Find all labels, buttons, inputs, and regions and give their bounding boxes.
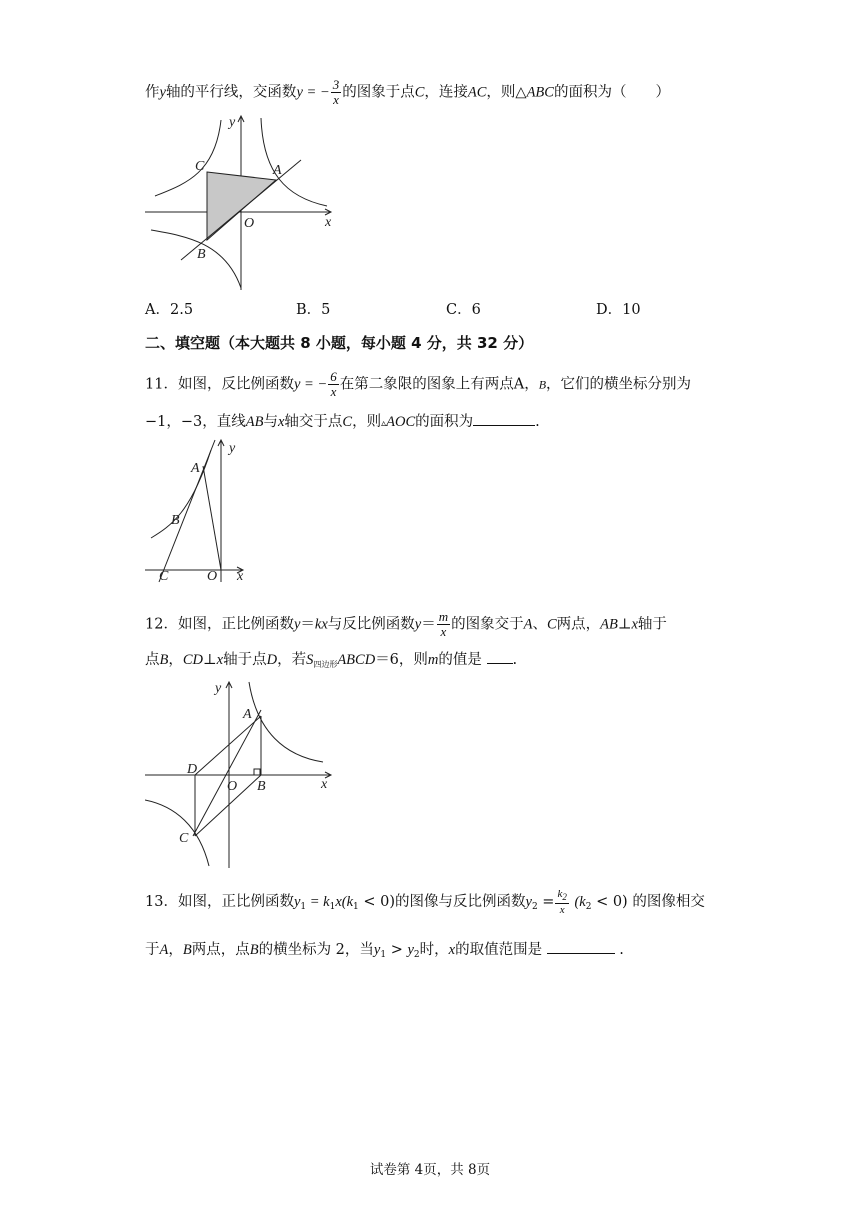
option-a: A．2.5 xyxy=(145,302,194,318)
fraction-6-over-x: $\frac{6}{x}$ xyxy=(330,369,337,399)
fraction-m-over-x: $\frac{m}{x}$ xyxy=(438,609,449,639)
answer-blank-13[interactable] xyxy=(547,953,615,954)
option-b: B．5 xyxy=(296,302,331,318)
label-x: x xyxy=(237,569,244,584)
hyperbola-branch xyxy=(151,450,211,538)
option-d: D．10 xyxy=(596,302,641,318)
label-b: B xyxy=(197,247,206,262)
label-o: O xyxy=(227,779,238,794)
label-x: x xyxy=(321,777,328,792)
hyperbola-q1 xyxy=(261,118,327,206)
q11-stem-line2: −1，−3，直线AB与x轴交于点C，则▵AOC的面积为 . xyxy=(145,414,540,430)
label-a: A xyxy=(191,461,200,476)
section-heading: 二、填空题（本大题共 8 小题，每小题 4 分，共 32 分） xyxy=(145,334,534,352)
answer-blank-11[interactable] xyxy=(473,425,535,426)
q12-stem-line1: 12．如图，正比例函数y＝kx与反比例函数y＝ $\frac{m}{x}$ 的图象交于A、C两点，AB⊥x轴于 xyxy=(145,609,667,639)
hyperbola-q1 xyxy=(249,682,323,762)
label-o: O xyxy=(244,216,255,231)
line-ab xyxy=(159,440,218,584)
hyperbola-q3 xyxy=(151,230,241,288)
label-y: y xyxy=(229,441,236,456)
q10-stem: 作y轴的平行线，交函数y = − $\frac{3}{x}$ 的图象于点C，连接AC，则△ABC的面积为（ ） xyxy=(145,77,670,107)
q11-stem-line1: 11．如图，反比例函数y = − $\frac{6}{x}$ 在第二象限的图象上有两点A，B，它们的横坐标分别为 xyxy=(145,369,692,399)
segment-ao xyxy=(203,466,221,570)
line-ac xyxy=(193,710,261,836)
q11-figure xyxy=(145,436,255,586)
q10-figure xyxy=(145,112,345,292)
label-c: C xyxy=(179,831,189,846)
label-a: A xyxy=(273,163,282,178)
fraction-3-over-x: $\frac{3}{x}$ xyxy=(332,77,340,107)
q13-stem-line2: 于A，B两点，点B的横坐标为 2，当$y_1 > y_2$时，x的取值范围是 . xyxy=(145,942,624,960)
q12-stem-line2: 点B，CD⊥x轴于点D，若$S_{四边形}ABCD=6$，则m的值是 . xyxy=(145,652,518,669)
fraction-k2-over-x: $\frac{k_2}{x}$ xyxy=(557,888,567,916)
option-c: C．6 xyxy=(446,302,481,318)
label-c: C xyxy=(159,569,169,584)
label-d: D xyxy=(187,762,198,777)
label-x: x xyxy=(325,215,332,230)
label-y: y xyxy=(215,681,222,696)
q13-stem-line1: 13．如图，正比例函数$y_1 = k_1x(k_1 < 0)$的图像与反比例函数$y_2$ = $\frac{k_2}{x}$ $(k_2 < 0)$ 的图像相交 xyxy=(145,888,705,916)
q12-figure xyxy=(145,676,345,876)
label-a: A xyxy=(243,707,252,722)
answer-blank-12[interactable] xyxy=(487,663,513,664)
right-angle-mark xyxy=(254,769,260,775)
segment-da xyxy=(195,716,261,775)
label-c: C xyxy=(195,159,205,174)
page-footer: 试卷第 4页，共 8页 xyxy=(369,1162,491,1178)
label-b: B xyxy=(171,513,180,528)
hyperbola-q3 xyxy=(145,800,209,866)
label-o: O xyxy=(207,569,218,584)
label-y: y xyxy=(229,115,236,130)
label-b: B xyxy=(257,779,266,794)
